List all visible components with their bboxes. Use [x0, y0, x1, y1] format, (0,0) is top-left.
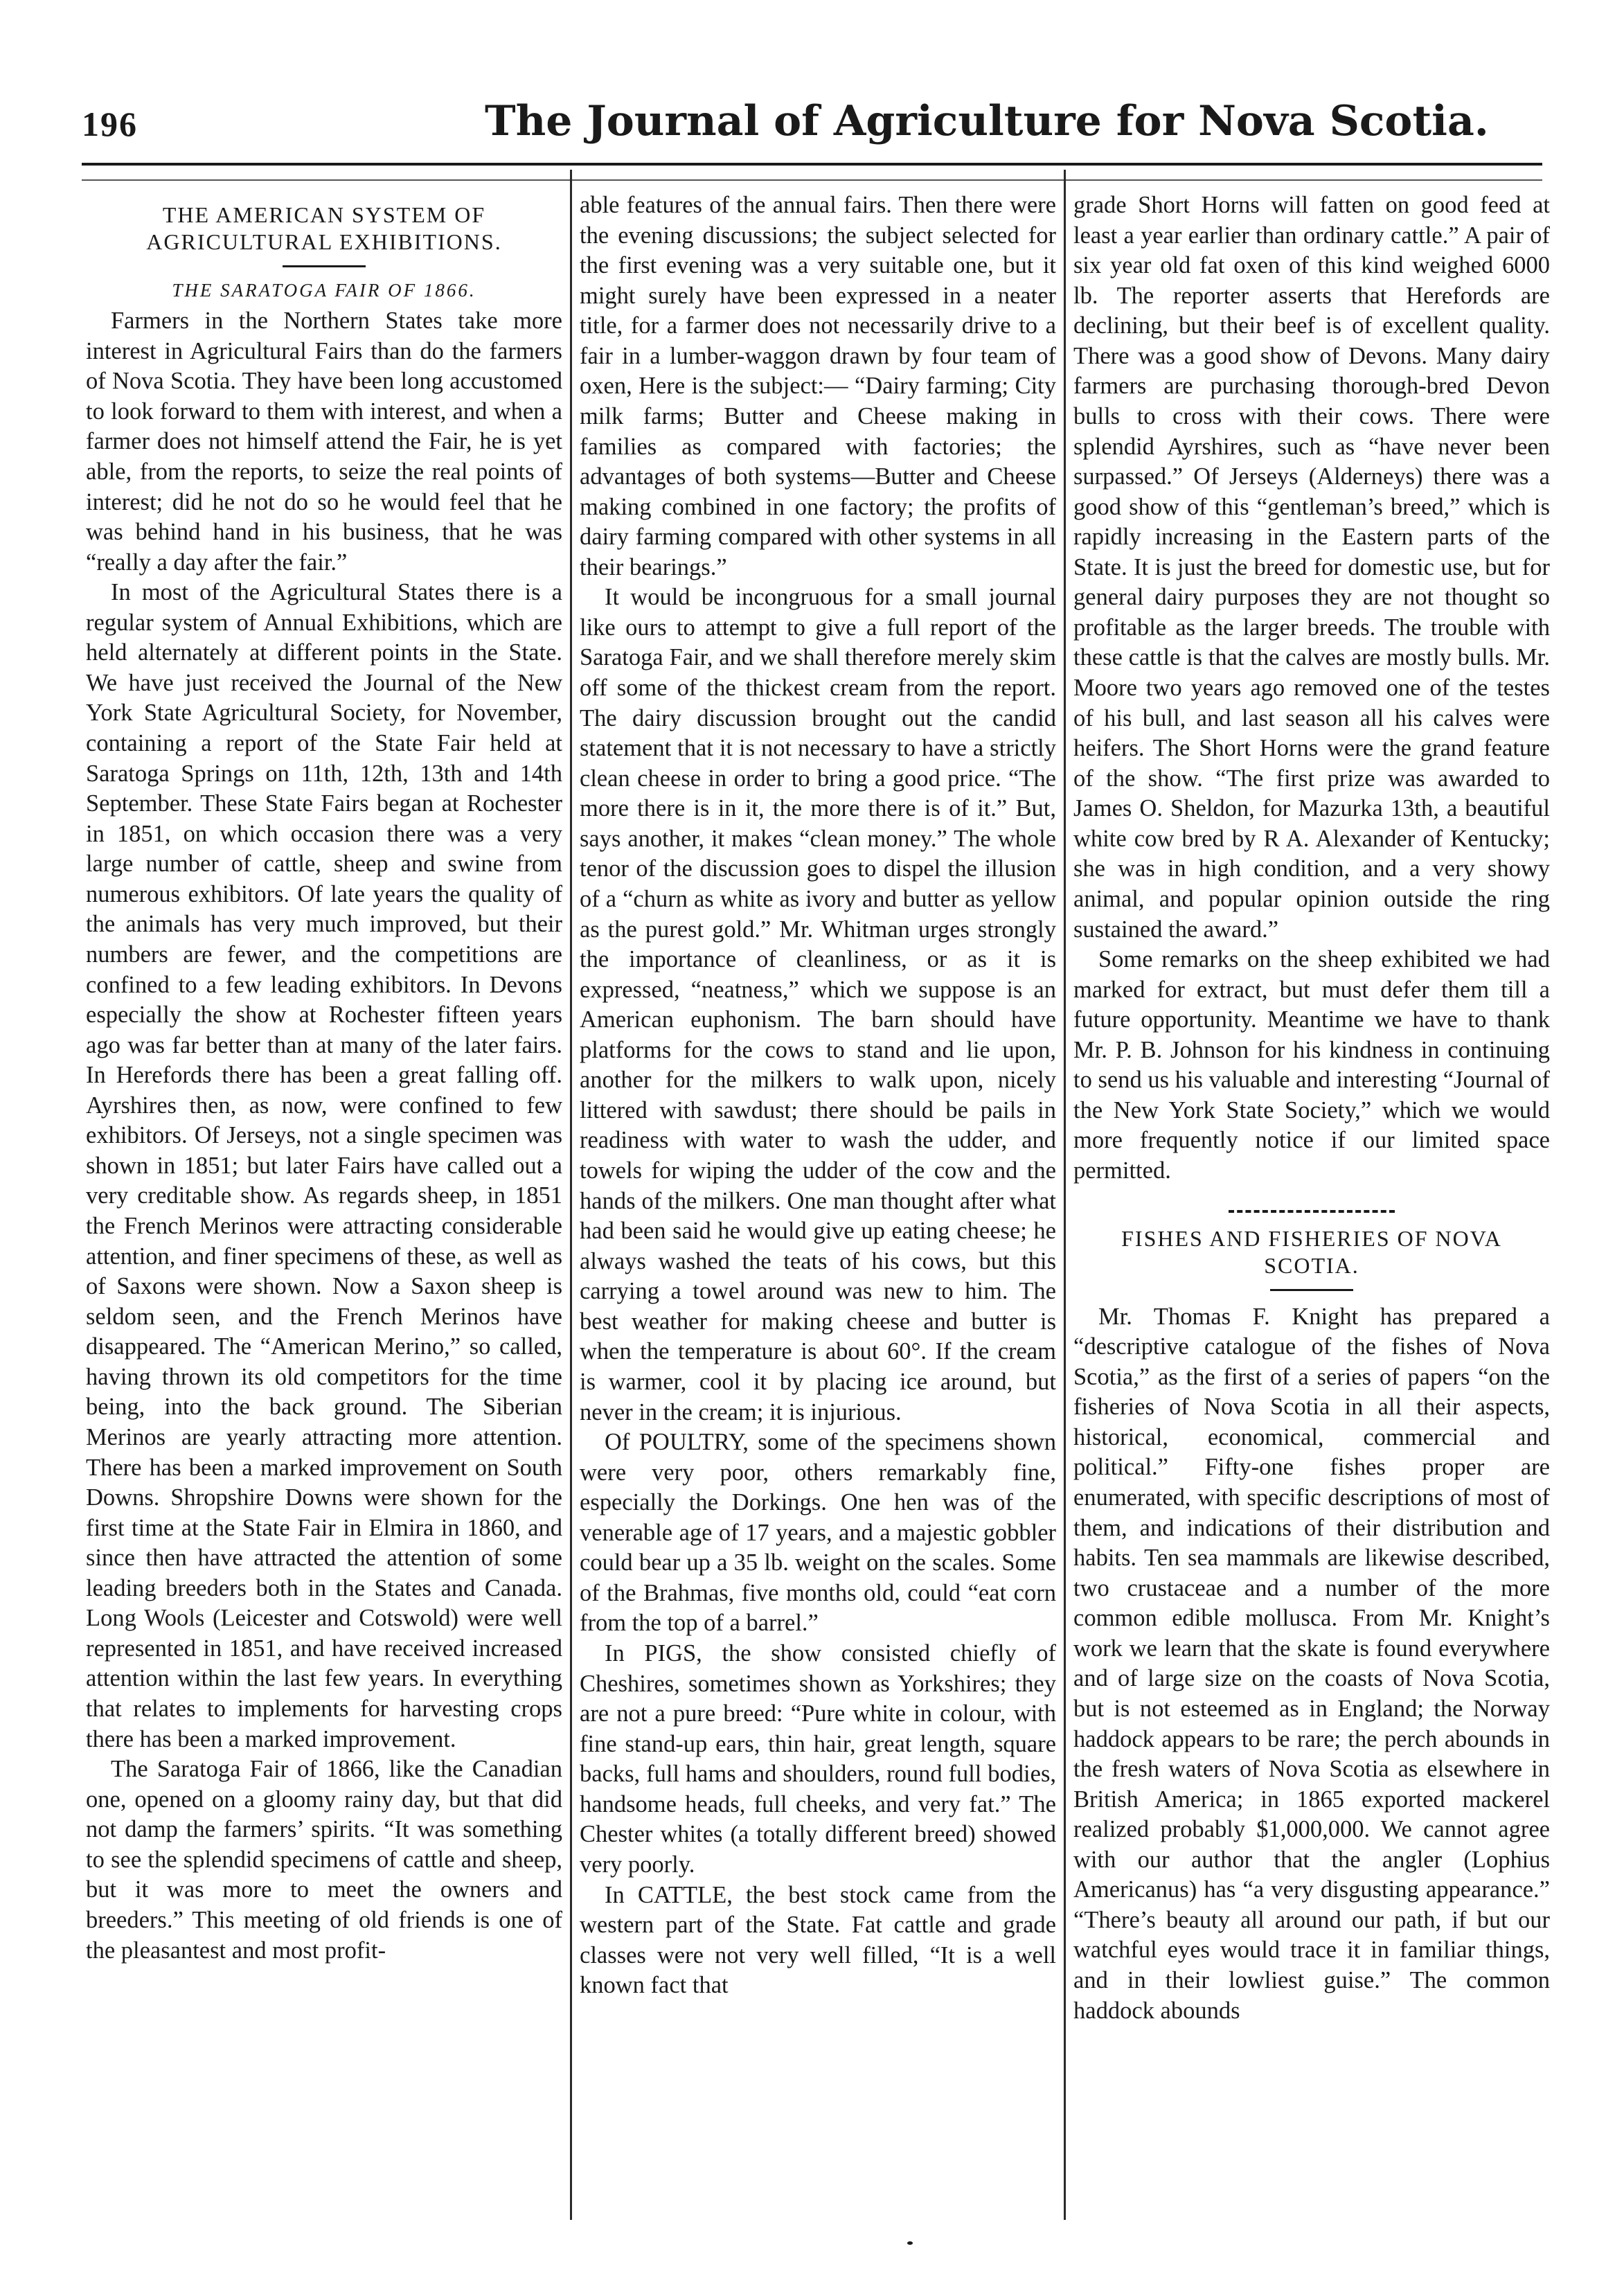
- paragraph: It would be incongruous for a small journal like ours to attempt to give a full report of the Saratoga Fair, and we shall therefore merely skim off some of the thickest cream from the report. The dairy discussion brought out the candid statement that it is not necessary to have a strictly clean cheese in order to bring a good price. “The more there is in it, the more there is of it.” But, says another, it makes “clean money.” The whole tenor of the discussion goes to dispel the illusion of a “churn as white as ivory and butter as yellow as the purest gold.” Mr. Whitman urges strongly the importance of cleanliness, or as it is expressed, “neatness,” which we suppose is an American euphonism. The barn should have platforms for the cows to stand and lie upon, another for the milkers to walk upon, nicely littered with sawdust; there should be pails in readiness with water to wash the udder, and towels for wiping the udder of the cow and the hands of the milkers. One man thought after what had been said he would give up eating cheese; he always washed the teats of his cows, but this carrying a towel around was new to him. The best weather for making cheese and butter is when the temperature is about 60°. If the cream is warmer, cool it by placing ice around, but never in the cream; it is injurious.: [580, 584, 1056, 1425]
- title-divider: [1270, 1289, 1353, 1291]
- paragraph: able features of the annual fairs. Then there were the evening discussions; the subject selected for the first evening was a very suitable one, but it might surely have been expressed in a neater title, for a farmer does not necessarily drive to a fair in a lumber-waggon drawn by four team of oxen, Here is the subject:— “Dairy farming; City milk farms; Butter and Cheese making in families as compared with factories; the advantages of both systems—Butter and Cheese making combined in one factory; the profits of dairy farming compared with other systems in all their bearings.”: [580, 192, 1056, 580]
- paragraph: grade Short Horns will fatten on good feed at least a year earlier than ordinary cattle.” A pair of six year old fat oxen of this kind weighed 6000 lb. The reporter asserts that Herefords are declining, but their beef is of excellent quality. There was a good show of Devons. Many dairy farmers are purchasing thorough-bred Devon bulls to cross with their cows. There were splendid Ayrshires, such as “have never been surpassed.” Of Jerseys (Alderneys) there was a good show of this “gentleman’s breed,” which is rapidly increasing in the Eastern parts of the State. It is just the breed for domestic use, but for general dairy purposes they are not thought so profitable as the larger breeds. The trouble with these cattle is that the calves are mostly bulls. Mr. Moore two years ago removed one of the testes of his bull, and last season all his calves were heifers. The Short Horns were the grand feature of the show. “The first prize was awarded to James O. Sheldon, for Mazurka 13th, a beautiful white cow bred by R A. Alexander of Kentucky; she was in high condition, and a very showy animal, and popular opinion outside the ring sustained the award.”: [1073, 192, 1550, 943]
- article-subtitle: THE SARATOGA FAIR OF 1866.: [172, 280, 476, 301]
- section-divider: [1229, 1210, 1395, 1213]
- column-rule-right: [1064, 170, 1066, 2220]
- title-divider: [283, 265, 366, 267]
- paragraph: The Saratoga Fair of 1866, like the Canadian one, opened on a gloomy rainy day, but that did not damp the farmers’ spirits. “It was something to see the splendid specimens of cattle and sheep, but it was more to meet the owners and breeders.” This meeting of old friends is one of the pleasantest and most profit-: [86, 1756, 562, 1964]
- column-1: [86, 190, 562, 2220]
- article-title: THE AMERICAN SYSTEM OF AGRICULTURAL EXHIBITIONS.: [146, 202, 502, 255]
- header-rule-thin: [82, 179, 1542, 181]
- paragraph: Some remarks on the sheep exhibited we had marked for extract, but must defer them till a future opportunity. Meantime we have to thank Mr. P. B. Johnson for his kindness in continuing to send us his valuable and interesting “Journal of the New York State Society,” which we would more frequently notice if our limited space permitted.: [1073, 946, 1550, 1184]
- column-2: [580, 190, 1056, 2220]
- page-number: 196: [82, 105, 138, 143]
- column-3: [1073, 190, 1550, 2220]
- paragraph: Of POULTRY, some of the specimens shown were very poor, others remarkably fine, especially the Dorkings. One hen was of the venerable age of 17 years, and a majestic gobbler could bear up a 35 lb. weight on the scales. Some of the Brahmas, five months old, could “eat corn from the top of a barrel.”: [580, 1429, 1056, 1637]
- paragraph: Mr. Thomas F. Knight has prepared a “descriptive catalogue of the fishes of Nova Scotia,” as the first of a series of papers “on the fisheries of Nova Scotia in all their aspects, historical, economical, commercial and political.” Fifty-one fishes proper are enumerated, with specific descriptions of most of them, and indications of their distribution and habits. Ten sea mammals are likewise described, two crustaceae and a number of the more common edible mollusca. From Mr. Knight’s work we learn that the skate is found everywhere and of large size on the coasts of Nova Scotia, but is not esteemed as in England; the Norway haddock appears to be rare; the perch abounds in the fresh waters of Nova Scotia as elsewhere in British America; in 1865 exported mackerel realized probably $1,000,000. We cannot agree with our author that the angler (Lophius Americanus) has “a very disgusting appearance.” “There’s beauty all around our path, if but our watchful eyes would trace it in familiar things, and in their lowliest guise.” The common haddock abounds: [1073, 1303, 1550, 2024]
- paragraph: In most of the Agricultural States there is a regular system of Annual Exhibitions, which are held alternately at different points in the State. We have just received the Journal of the New York State Agricultural Society, for November, containing a report of the State Fair held at Saratoga Springs on 11th, 12th, 13th and 14th September. These State Fairs began at Rochester in 1851, on which occasion there was a very large number of cattle, sheep and swine from numerous exhibitors. Of late years the quality of the animals has very much improved, but their numbers are fewer, and the competitions are confined to a few leading exhibitors. In Devons especially the show at Rochester fifteen years ago was far better than at many of the later fairs. In Herefords there has been a great falling off. Ayrshires then, as now, were confined to few exhibitors. Of Jerseys, not a single specimen was shown in 1851; but later Fairs have called out a very creditable show. As regards sheep, in 1851 the French Merinos were attracting considerable attention, and finer specimens of these, as well as of Saxons were shown. Now a Saxon sheep is seldom seen, and the French Merinos have disappeared. The “American Merino,” so called, having thrown its old competitors for the time being, into the back ground. The Siberian Merinos are yearly attracting more attention. There has been a marked improvement on South Downs. Shropshire Downs were shown for the first time at the State Fair in Elmira in 1860, and since then have attracted the attention of some leading breeders both in the States and Canada. Long Wools (Leicester and Cotswold) were well represented in 1851, and have received increased attention within the last few years. In everything that relates to implements for harvesting crops there has been a marked improvement.: [86, 579, 562, 1752]
- article-title: FISHES AND FISHERIES OF NOVA SCOTIA.: [1121, 1225, 1502, 1278]
- column-rule-left: [570, 170, 572, 2220]
- journal-title: The Journal of Agriculture for Nova Scotia.: [485, 97, 1489, 145]
- ink-speck: [907, 2241, 913, 2245]
- paragraph: In CATTLE, the best stock came from the western part of the State. Fat cattle and grade classes were not very well filled, “It is a well known fact that: [580, 1881, 1056, 1999]
- header-rule: [82, 163, 1542, 166]
- paragraph: Farmers in the Northern States take more interest in Agricultural Fairs than do the farmers of Nova Scotia. They have been long accustomed to look forward to them with interest, and when a farmer does not himself attend the Fair, he is yet able, from the reports, to seize the real points of interest; did he not do so he would feel that he was behind hand in his business, that he was “really a day after the fair.”: [86, 308, 562, 576]
- paragraph: In PIGS, the show consisted chiefly of Cheshires, sometimes shown as Yorkshires; they are not a pure breed: “Pure white in colour, with fine stand-up ears, thin hair, great length, square backs, full hams and shoulders, round full bodies, handsome heads, full cheeks, and very fat.” The Chester whites (a totally different breed) showed very poorly.: [580, 1640, 1056, 1878]
